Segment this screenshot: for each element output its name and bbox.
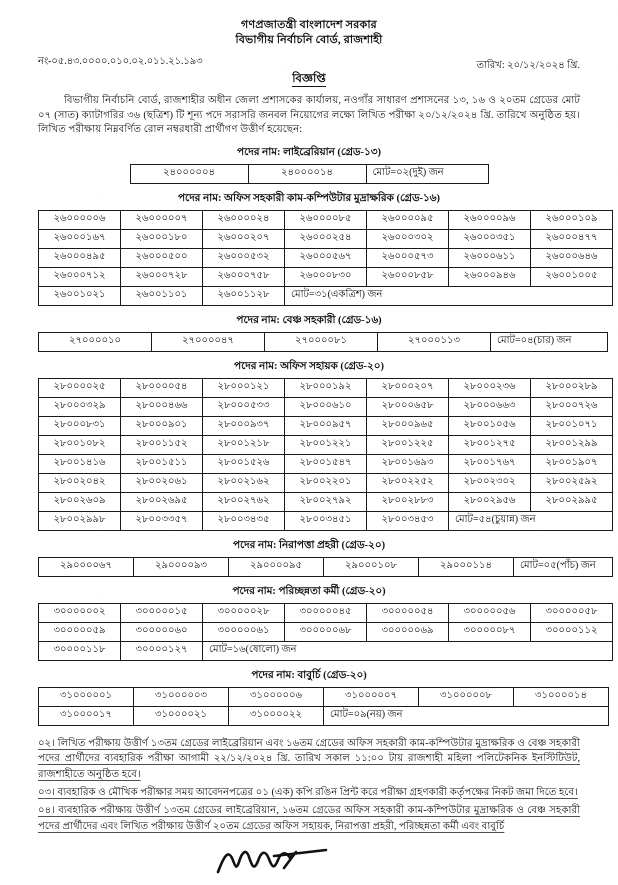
roll-number-cell: ২৮০০২৭৯২ bbox=[285, 492, 367, 511]
post-section bbox=[38, 145, 580, 184]
roll-number-cell: ২৬০০০২৫৪ bbox=[285, 229, 367, 248]
roll-number-cell: ২৮০০০১২১ bbox=[203, 378, 285, 397]
roll-number-cell: ২৮০০১১৫২ bbox=[121, 435, 203, 454]
post-title: পদের নাম: লাইব্রেরিয়ান (গ্রেড-১৩) bbox=[237, 146, 381, 158]
roll-number-cell: ২৯০০০০৯৩ bbox=[134, 557, 229, 576]
roll-number-cell: ২৮০০০৩২৯ bbox=[39, 397, 121, 416]
roll-number-cell: ২৮০০২৯৯৫ bbox=[531, 492, 613, 511]
notice-title-text: বিজ্ঞপ্তি bbox=[292, 73, 326, 85]
table-row bbox=[130, 164, 488, 183]
roll-number-cell: ২৮০০০৬৬৩ bbox=[449, 397, 531, 416]
roll-number-cell: ২৮০০০৮৩১ bbox=[39, 416, 121, 435]
roll-number-cell: ২৬০০০৭২৮ bbox=[121, 267, 203, 286]
roll-number-cell: ২৯০০০০৬৭ bbox=[39, 557, 134, 576]
roll-number-cell: ২৬০০০৩৫১ bbox=[449, 229, 531, 248]
roll-number-table bbox=[38, 332, 608, 352]
post-section bbox=[38, 584, 598, 661]
roll-number-cell: ২৭০০০০৮১ bbox=[265, 332, 378, 351]
post-section bbox=[38, 359, 598, 531]
roll-number-cell: ২৮০০১৫১১ bbox=[121, 454, 203, 473]
roll-number-cell: ৩০০০০১১৮ bbox=[39, 641, 121, 660]
roll-number-cell: ২৬০০০৪৯৫ bbox=[39, 248, 121, 267]
roll-number-cell: ২৬০০০৬৪৬ bbox=[531, 248, 613, 267]
document-header bbox=[38, 18, 580, 89]
roll-number-cell: ২৭০০০০১০ bbox=[39, 332, 152, 351]
roll-number-cell: ২৮০০২৯৯৮ bbox=[39, 511, 121, 530]
roll-number-cell: ২৮০০২৫৯২ bbox=[531, 473, 613, 492]
roll-number-cell: ৩১০০০০০৩ bbox=[134, 687, 229, 706]
roll-number-cell: ২৯০০০১০৮ bbox=[324, 557, 419, 576]
roll-number-cell: ৩০০০০০৪৫ bbox=[285, 603, 367, 622]
roll-number-cell: ৩১০০০০১৪ bbox=[514, 687, 609, 706]
roll-number-cell: ২৭০০০১১৩ bbox=[378, 332, 491, 351]
roll-number-cell: ৩১০০০০০৬ bbox=[229, 687, 324, 706]
roll-number-cell: ২৮০০১২২১ bbox=[285, 435, 367, 454]
roll-number-cell: ২৮০০০৯৫৭ bbox=[285, 416, 367, 435]
roll-number-cell: ২৮০০০২৩৬ bbox=[449, 378, 531, 397]
post-section bbox=[38, 191, 598, 306]
roll-number-cell: ৩০০০০০৫৬ bbox=[449, 603, 531, 622]
memo-number: নং-০৫.৪৩.০০০০.০১০.০২.০১১.২১.১৯৩ bbox=[38, 56, 203, 67]
roll-number-cell: ২৮০০০২০৭ bbox=[367, 378, 449, 397]
roll-number-cell: ৩০০০০০৬৮ bbox=[285, 622, 367, 641]
roll-number-cell: ৩০০০০০৫৮ bbox=[531, 603, 613, 622]
roll-number-cell: ২৮০০১৫২৬ bbox=[203, 454, 285, 473]
roll-number-cell: ২৮০০১২৭৫ bbox=[449, 435, 531, 454]
table-row bbox=[39, 267, 613, 286]
signature-block bbox=[38, 838, 580, 885]
total-count-cell: মোট=৩১(একত্রিশ) জন bbox=[285, 286, 613, 305]
memo-row bbox=[38, 54, 580, 72]
roll-number-cell: ৩০০০০১১২ bbox=[531, 622, 613, 641]
table-row bbox=[39, 286, 613, 305]
roll-number-cell: ২৬০০০৫৬৭ bbox=[285, 248, 367, 267]
board-name: বিভাগীয় নির্বাচনি বোর্ড, রাজশাহী bbox=[235, 34, 383, 46]
roll-number-cell: ২৮০০১০৮২ bbox=[39, 435, 121, 454]
roll-number-cell: ২৮০০০৬১০ bbox=[285, 397, 367, 416]
roll-number-cell: ২৬০০০৮৩০ bbox=[285, 267, 367, 286]
roll-number-cell: ২৮০০০০২৫ bbox=[39, 378, 121, 397]
table-row bbox=[39, 229, 613, 248]
roll-number-cell: ২৮০০২৭৬২ bbox=[203, 492, 285, 511]
roll-number-cell: ২৮০০১০৫৬ bbox=[449, 416, 531, 435]
table-row bbox=[39, 622, 613, 641]
roll-number-cell: ২৬০০০৮৫৮ bbox=[367, 267, 449, 286]
post-title: পদের নাম: বাবুর্চি (গ্রেড-২০) bbox=[251, 669, 367, 681]
roll-number-table bbox=[130, 164, 489, 184]
roll-number-cell: ৩১০০০০২২ bbox=[229, 706, 324, 725]
roll-number-cell: ৩০০০০০৮৭ bbox=[449, 622, 531, 641]
roll-number-cell: ২৪০০০০১৪ bbox=[248, 164, 366, 183]
memo-date: তারিখ: ২০/১২/২০২৪ খ্রি. bbox=[476, 60, 580, 71]
roll-number-cell: ২৮০০৩৪৩৫ bbox=[203, 511, 285, 530]
roll-number-cell: ২৬০০০০০৭ bbox=[121, 210, 203, 229]
table-row bbox=[39, 557, 613, 576]
roll-number-cell: ২৬০০০৭১২ bbox=[39, 267, 121, 286]
roll-number-cell: ২৮০০০০৫৪ bbox=[121, 378, 203, 397]
table-row bbox=[39, 416, 613, 435]
table-row bbox=[39, 641, 613, 660]
roll-number-cell: ২৮০০০২৮৯ bbox=[531, 378, 613, 397]
roll-number-cell: ৩০০০০১২৭ bbox=[121, 641, 203, 660]
table-row bbox=[39, 248, 613, 267]
roll-number-cell: ২৬০০০১৬৭ bbox=[39, 229, 121, 248]
roll-number-cell: ২৯০০০১১৪ bbox=[419, 557, 514, 576]
total-count-cell: মোট=০২(দুই) জন bbox=[366, 164, 488, 183]
post-sections bbox=[38, 145, 598, 726]
roll-number-cell: ২৯০০০০৯৫ bbox=[229, 557, 324, 576]
post-section bbox=[38, 538, 596, 577]
note-item: ০৪। ব্যবহারিক পরীক্ষায় উত্তীর্ণ ১৩তম গ্রেডের লাইব্রেরিয়ান, ১৬তম গ্রেডের অফিস সহকারী কাম-কম্পিউটার মুদ্রাক্ষরিক ও বেঞ্চ সহকারী পদের প্রার্থীদের এবং লিখিত পরীক্ষায় উত্তীর্ণ ২০তম গ্রেডের অফিস সহায়ক, নিরাপত্তা প্রহরী, পরিচ্ছন্নতা কর্মী এবং বাবুর্চি bbox=[38, 805, 580, 832]
roll-number-cell: ২৬০০০০০৬ bbox=[39, 210, 121, 229]
note-item: ০২। লিখিত পরীক্ষায় উত্তীর্ণ ১৩তম গ্রেডের লাইব্রেরিয়ান এবং ১৬তম গ্রেডের অফিস সহকারী কাম-কম্পিউটার মুদ্রাক্ষরিক ও বেঞ্চ সহকারী পদের প্রার্থীদের ব্যবহারিক পরীক্ষা আগামী ২২/১২/২০২৪ খ্রি. তারিখ সকাল ১১:০০ টায় রাজশাহী মহিলা পলিটেকনিক ইনস্টিটিউট, রাজশাহীতে অনুষ্ঠিত হবে। bbox=[38, 737, 580, 780]
roll-number-cell: ২৮০০১৪১৬ bbox=[39, 454, 121, 473]
roll-number-cell: ২৬০০০১০৯ bbox=[531, 210, 613, 229]
roll-number-cell: ২৬০০০৭৫৮ bbox=[203, 267, 285, 286]
table-row bbox=[39, 603, 613, 622]
roll-number-cell: ২৬০০০০৮৫ bbox=[285, 210, 367, 229]
roll-number-cell: ২৮০০১০৭১ bbox=[531, 416, 613, 435]
roll-number-cell: ২৬০০০০২৪ bbox=[203, 210, 285, 229]
roll-number-cell: ২৮০০১৭৬৭ bbox=[449, 454, 531, 473]
roll-number-cell: ২৮০০২৬৯৫ bbox=[121, 492, 203, 511]
roll-number-cell: ২৮০০২৮৮৩ bbox=[367, 492, 449, 511]
post-title: পদের নাম: বেঞ্চ সহকারী (গ্রেড-১৬) bbox=[236, 314, 382, 326]
post-section bbox=[38, 313, 580, 352]
roll-number-cell: ২৬০০০৫৩২ bbox=[203, 248, 285, 267]
roll-number-cell: ২৬০০০০৯৫ bbox=[367, 210, 449, 229]
handwritten-signature-icon bbox=[214, 838, 334, 880]
roll-number-table bbox=[38, 210, 613, 306]
table-row bbox=[39, 492, 613, 511]
roll-number-cell: ২৮০০০৯০১ bbox=[121, 416, 203, 435]
roll-number-cell: ৩০০০০০৬৯ bbox=[367, 622, 449, 641]
table-row bbox=[39, 687, 609, 706]
table-row bbox=[39, 454, 613, 473]
roll-number-cell: ২৮০০১৬৯৩ bbox=[367, 454, 449, 473]
roll-number-cell: ২৬০০০০৯৬ bbox=[449, 210, 531, 229]
roll-number-cell: ২৮০০২০৬১ bbox=[121, 473, 203, 492]
roll-number-cell: ২৮০০১২১৮ bbox=[203, 435, 285, 454]
roll-number-cell: ২৮০০০৯৬৫ bbox=[367, 416, 449, 435]
roll-number-cell: ২৮০০৩৩৫৭ bbox=[121, 511, 203, 530]
roll-number-cell: ২৪০০০০০৪ bbox=[130, 164, 248, 183]
total-count-cell: মোট=০৪(চার) জন bbox=[491, 332, 608, 351]
roll-number-table bbox=[38, 603, 613, 661]
roll-number-cell: ২৮০০২২৫২ bbox=[367, 473, 449, 492]
roll-number-cell: ২৮০০১৯০৭ bbox=[531, 454, 613, 473]
roll-number-cell: ৩০০০০০২৮ bbox=[203, 603, 285, 622]
roll-number-cell: ২৮০০২৬০৯ bbox=[39, 492, 121, 511]
roll-number-cell: ২৮০০২৩০২ bbox=[449, 473, 531, 492]
roll-number-cell: ২৬০০০১৮০ bbox=[121, 229, 203, 248]
roll-number-cell: ২৮০০২৯৫৬ bbox=[449, 492, 531, 511]
roll-number-cell: ২৬০০০৫৭৩ bbox=[367, 248, 449, 267]
roll-number-cell: ২৮০০৩৪৫১ bbox=[285, 511, 367, 530]
post-title: পদের নাম: নিরাপত্তা প্রহরী (গ্রেড-২০) bbox=[232, 539, 386, 551]
table-row bbox=[39, 332, 608, 351]
government-name: গণপ্রজাতন্ত্রী বাংলাদেশ সরকার bbox=[241, 19, 377, 31]
roll-number-cell: ২৬০০০৫০০ bbox=[121, 248, 203, 267]
roll-number-cell: ৩১০০০০১৭ bbox=[39, 706, 134, 725]
roll-number-cell: ৩০০০০০৬০ bbox=[121, 622, 203, 641]
roll-number-cell: ২৮০০৩৪৫৩ bbox=[367, 511, 449, 530]
roll-number-cell: ৩১০০০০০১ bbox=[39, 687, 134, 706]
roll-number-table bbox=[38, 557, 613, 577]
roll-number-cell: ২৮০০১২৯৯ bbox=[531, 435, 613, 454]
roll-number-table bbox=[38, 687, 609, 726]
table-row bbox=[39, 397, 613, 416]
roll-number-cell: ২৬০০১১২৮ bbox=[203, 286, 285, 305]
roll-number-cell: ২৮০০০৪৬৬ bbox=[121, 397, 203, 416]
total-count-cell: মোট=৫৪(চুয়ান্ন) জন bbox=[449, 511, 613, 530]
roll-number-cell: ২৬০০০২০৭ bbox=[203, 229, 285, 248]
roll-number-cell: ২৮০০০৬৫৮ bbox=[367, 397, 449, 416]
roll-number-cell: ৩০০০০০৬১ bbox=[203, 622, 285, 641]
table-row bbox=[39, 473, 613, 492]
intro-paragraph: বিভাগীয় নির্বাচনি বোর্ড, রাজশাহীর অধীন জেলা প্রশাসকের কার্যালয়, নওগাঁর সাধারণ প্রশাসনের ১৩, ১৬ ও ২০তম গ্রেডের মোট ০৭ (সাত) ক্যাটাগরির ৩৬ (ছত্রিশ) টি শূন্য পদে সরাসরি জনবল নিয়োগের লক্ষ্যে লিখিত পরীক্ষা ২০/১২/২০২৪ খ্রি. তারিখে অনুষ্ঠিত হয়। লিখিত পরীক্ষায় নিম্নবর্ণিত রোল নম্বরধারী প্রার্থীগণ উত্তীর্ণ হয়েছেন: bbox=[38, 95, 580, 136]
roll-number-cell: ২৬০০০৬১১ bbox=[449, 248, 531, 267]
total-count-cell: মোট=১৬(ষোলো) জন bbox=[203, 641, 613, 660]
roll-number-table bbox=[38, 378, 613, 531]
roll-number-cell: ৩০০০০০৫৯ bbox=[39, 622, 121, 641]
roll-number-cell: ৩১০০০০২১ bbox=[134, 706, 229, 725]
roll-number-cell: ২৮০০২১৬২ bbox=[203, 473, 285, 492]
roll-number-cell: ২৮০০১২২৫ bbox=[367, 435, 449, 454]
table-row bbox=[39, 378, 613, 397]
post-section bbox=[38, 668, 587, 726]
roll-number-cell: ২৬০০১০২১ bbox=[39, 286, 121, 305]
roll-number-cell: ২৬০০১০০৫ bbox=[531, 267, 613, 286]
roll-number-cell: ৩১০০০০০৮ bbox=[419, 687, 514, 706]
total-count-cell: মোট=০৫(পাঁচ) জন bbox=[514, 557, 613, 576]
roll-number-cell: ২৮০০০৭২৬ bbox=[531, 397, 613, 416]
roll-number-cell: ২৭০০০০৪৭ bbox=[152, 332, 265, 351]
table-row bbox=[39, 435, 613, 454]
note-item: ০৩। ব্যবহারিক ও মৌখিক পরীক্ষার সময় আবেদনপত্রের ০১ (এক) কপি রঙিন প্রিন্ট করে পরীক্ষা গ্রহণকারী কর্তৃপক্ষের নিকট জমা দিতে হবে। bbox=[38, 787, 578, 798]
post-title: পদের নাম: পরিচ্ছন্নতা কর্মী (গ্রেড-২০) bbox=[232, 585, 386, 597]
roll-number-cell: ২৬০০১১০১ bbox=[121, 286, 203, 305]
total-count-cell: মোট=০৯(নয়) জন bbox=[324, 706, 609, 725]
roll-number-cell: ৩০০০০০০২ bbox=[39, 603, 121, 622]
roll-number-cell: ২৮০০০৫৩৩ bbox=[203, 397, 285, 416]
table-row bbox=[39, 210, 613, 229]
roll-number-cell: ২৬০০০৩০২ bbox=[367, 229, 449, 248]
post-title: পদের নাম: অফিস সহকারী কাম-কম্পিউটার মুদ্রাক্ষরিক (গ্রেড-১৬) bbox=[177, 192, 441, 204]
roll-number-cell: ২৬০০০৪৭৭ bbox=[531, 229, 613, 248]
roll-number-cell: ২৬০০০৯৪৬ bbox=[449, 267, 531, 286]
notes-list bbox=[38, 736, 580, 834]
table-row bbox=[39, 511, 613, 530]
roll-number-cell: ২৮০০২২০১ bbox=[285, 473, 367, 492]
roll-number-cell: ২৮০০১৫৪৭ bbox=[285, 454, 367, 473]
roll-number-cell: ৩০০০০০১৫ bbox=[121, 603, 203, 622]
post-title: পদের নাম: অফিস সহায়ক (গ্রেড-২০) bbox=[234, 360, 384, 372]
roll-number-cell: ২৮০০২০৪২ bbox=[39, 473, 121, 492]
roll-number-cell: ৩০০০০০৫৪ bbox=[367, 603, 449, 622]
table-row bbox=[39, 706, 609, 725]
roll-number-cell: ৩১০০০০০৭ bbox=[324, 687, 419, 706]
roll-number-cell: ২৮০০০৯৩৭ bbox=[203, 416, 285, 435]
roll-number-cell: ২৮০০০১৯২ bbox=[285, 378, 367, 397]
